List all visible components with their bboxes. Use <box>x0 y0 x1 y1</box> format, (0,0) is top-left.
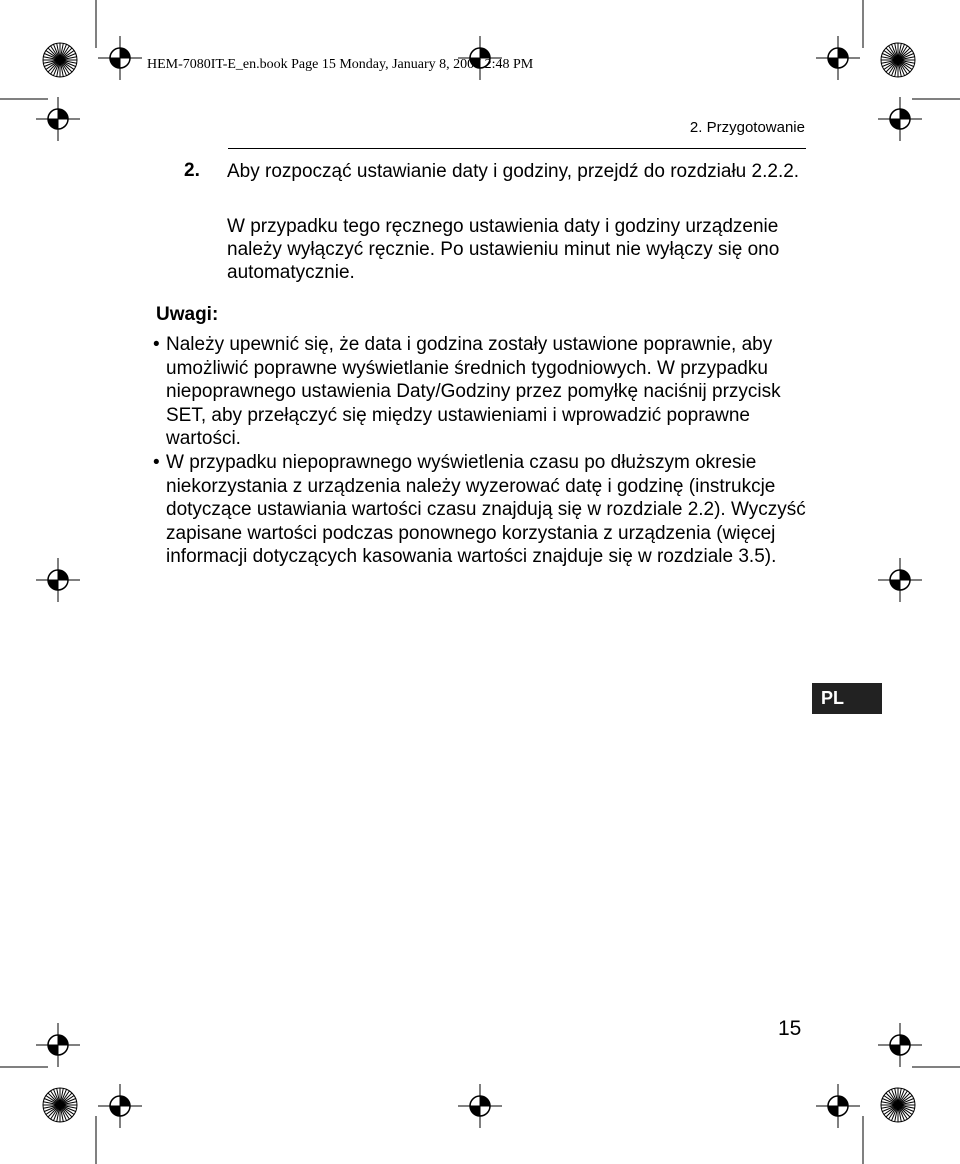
star-target-icon <box>881 1088 915 1122</box>
registration-mark-icon <box>816 36 860 80</box>
star-target-icon <box>43 43 77 77</box>
book-info-header: HEM-7080IT-E_en.book Page 15 Monday, January 8, 2007 2:48 PM <box>147 57 534 72</box>
language-tab: PL <box>812 683 882 714</box>
registration-mark-icon <box>98 36 142 80</box>
note-item <box>153 451 826 569</box>
registration-mark-icon <box>878 97 922 141</box>
notes-label: Uwagi: <box>156 304 219 325</box>
bullet-icon: • <box>153 452 160 473</box>
registration-mark-icon <box>878 558 922 602</box>
registration-mark-icon <box>458 1084 502 1128</box>
registration-mark-icon <box>36 558 80 602</box>
registration-mark-icon <box>816 1084 860 1128</box>
note-text: W przypadku niepoprawnego wyświetlenia czasu po dłuższym okresie niekorzystania z urządzenia należy wyzerować datę i godzinę (instrukcje dotyczące ustawiania wartości czasu znajdują się w rozdziale 2.2). Wyczyść zapisane wartości podczas ponownego korzystania z urządzenia (więcej informacji dotyczących kasowania wartości znajduje się w rozdziale 3.5). <box>166 452 806 567</box>
note-text: Należy upewnić się, że data i godzina zostały ustawione poprawnie, aby umożliwić poprawne wyświetlanie średnich tygodniowych. W przypadku niepoprawnego ustawienia Daty/Godziny przez pomyłkę naciśnij przycisk SET, aby przełączyć się między ustawieniami i wprowadzić poprawne wartości. <box>166 334 781 449</box>
section-title: 2. Przygotowanie <box>689 119 805 136</box>
section-divider <box>228 148 806 149</box>
step-number: 2. <box>184 160 200 181</box>
bullet-icon: • <box>153 334 160 355</box>
registration-mark-icon <box>36 97 80 141</box>
star-target-icon <box>881 43 915 77</box>
step-text: Aby rozpocząć ustawianie daty i godziny, przejdź do rozdziału 2.2.2. <box>227 161 800 182</box>
registration-mark-icon <box>98 1084 142 1128</box>
note-item <box>153 333 826 451</box>
registration-mark-icon <box>36 1023 80 1067</box>
registration-mark-icon <box>878 1023 922 1067</box>
star-target-icon <box>43 1088 77 1122</box>
step-note: W przypadku tego ręcznego ustawienia daty i godziny urządzenie należy wyłączyć ręcznie. Po ustawieniu minut nie wyłączy się ono automatycznie. <box>227 216 780 283</box>
page-number: 15 <box>778 1017 802 1040</box>
